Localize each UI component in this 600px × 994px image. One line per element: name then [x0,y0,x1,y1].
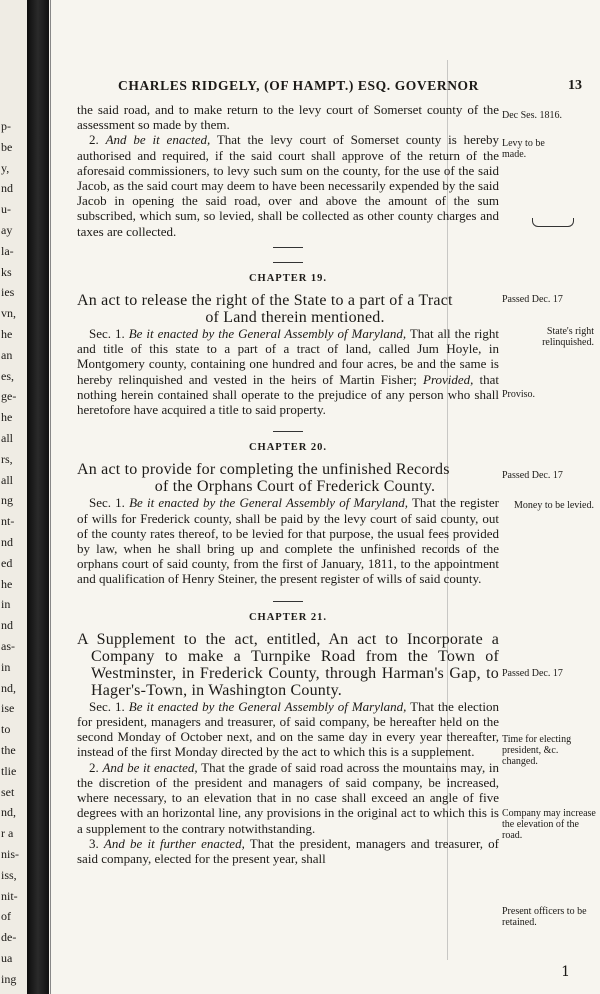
facing-page-fragment: nit- [1,888,18,903]
margin-note-passed: Passed Dec. 17 [502,668,563,679]
facing-page-fragment: the [1,743,16,757]
facing-page-fragment: nt- [1,514,15,529]
facing-page-fragment: nd, [1,805,16,820]
facing-page-fragment: an [1,347,13,362]
chapter-heading: CHAPTER 20. [77,431,499,455]
facing-page-fragment: vn, [1,306,16,321]
body-text [77,102,499,866]
facing-page-fragment: ks [1,264,12,279]
intro-paragraph-2: 2. And be it enacted, That the levy court of Somerset county is hereby authorised and required, if the said court shall approve of the return of the aforesaid commissioners, to levy such sum on the county, for the use of the said Jacob, as the said court may deem to have been necessarily expended by the said Jacob in opening the said road, over and above the amount of the sum subscribed, which sum, so levied, shall be collected as other county charges and taxes are collected. [77,132,500,239]
facing-page-fragment: ua [1,951,13,965]
chapter-title: A Supplement to the act, entitled, An act to Incorporate a Company to make a Turnpike Road from the Town of Westminster, in Frederick County, through Harman's Gap, to Hager's-Town, in Washington County. [77,630,499,699]
chapter-section: 2. And be it enacted, That the grade of said road across the mountains may, in the discretion of the president and managers of said company, be increased, where necessary, to an elevation that in no case shall exceed an angle of five degrees with an horizontal line, any provisions in the original act to which this is a supplement to the contrary notwithstanding. [77,759,500,836]
chapter-title: An act to provide for completing the unfinished Records of the Orphans Court of Frederick County. [77,461,450,496]
facing-page-fragment: iss, [1,867,17,882]
facing-page-fragment: be [1,139,13,154]
chapter-heading: CHAPTER 21. [77,601,499,625]
facing-page-fragment: nd [1,535,13,549]
facing-page-fragment: ay [1,223,13,237]
page-edge-line [50,0,51,994]
facing-page-fragment: ed [1,555,13,570]
margin-note-session: Dec Ses. 1816. [502,110,562,121]
footer-mark: 1 [561,964,570,980]
facing-page-fragment: in [1,597,11,612]
margin-note: Proviso. [502,389,536,400]
facing-page-edge [0,0,28,994]
facing-page-fragment: to [1,722,11,737]
page-number: 13 [568,78,582,93]
facing-page-fragment: in [1,659,11,674]
facing-page-fragment: as- [1,639,15,653]
facing-page-fragment: nd [1,181,13,196]
facing-page-fragment: la- [1,243,14,258]
facing-page-fragment: ing [1,971,17,986]
facing-page-fragment: ge- [1,389,17,404]
facing-page-fragment: ies [1,285,15,300]
facing-page-fragment: he [1,327,13,341]
chapter-section: 3. And be it further enacted, That the president, managers and treasurer, of said company, elected for the present year, shall [77,835,500,866]
intro-paragraph-1: the said road, and to make return to the levy court of Somerset county of the assessment so made by them. [77,102,499,133]
facing-page-fragment: set [1,784,15,799]
facing-page-fragment: he [1,576,13,591]
book-page [50,0,600,994]
margin-note: State's right relinquished. [542,326,594,348]
brace-mark [532,218,574,227]
facing-page-fragment: of [1,909,11,924]
section-divider [273,247,303,248]
book-gutter [27,0,49,994]
margin-note: Company may increase the elevation of the road. [502,808,596,841]
margin-note: Levy to be made. [502,138,545,160]
facing-page-fragment: tlie [1,763,17,778]
facing-page-fragment: he [1,410,13,425]
facing-page-fragment: ise [1,701,15,716]
facing-page-fragment: de- [1,930,17,945]
margin-note-passed: Passed Dec. 17 [502,294,563,305]
facing-page-fragment: p- [1,119,11,133]
facing-page-fragment: nis- [1,847,19,861]
facing-page-fragment: u- [1,202,11,217]
facing-page-fragment: all [1,431,13,445]
chapter-section: Sec. 1. Be it enacted by the General Assembly of Maryland, That the register of wills for Frederick county, shall be paid by the levy court of said county, out of the county rates thereof, to be levied for that purpose, the usual fees provided by law, when he shall bring up and complete the unfinished records of the orphans court of said county, from the first of January, 1811, to the appointment and qualification of Henry Steiner, the present register of wills of said county. [77,495,499,587]
facing-page-fragment: y, [1,160,10,175]
facing-page-fragment: r a [1,826,14,841]
facing-page-fragment: all [1,472,13,487]
chapter-title: An act to release the right of the State to a part of a Tract of Land therein mentioned. [77,292,453,327]
chapter-section: Sec. 1. Be it enacted by the General Assembly of Maryland, That all the right and title of this state to a part of a tract of land, called Jum Hoyle, in Montgomery county, containing one hundred and four acres, be and the same is hereby relinquished and vested in the heirs of Martin Fisher; Provided, that nothing herein contained shall operate to the prejudice of any person who shall heretofore have acquired a title to said property. [77,326,499,418]
margin-note: Money to be levied. [514,500,594,511]
chapter-section: Sec. 1. Be it enacted by the General Assembly of Maryland, That the election for president, managers and treasurer, of said company, be hereafter held on the second Monday of October next, and on the same day in every year thereafter, instead of the first Monday directed by the act to which this is a supplement. [77,698,500,760]
facing-page-fragment: rs, [1,451,13,466]
margin-note: Present officers to be retained. [502,906,587,928]
running-header: CHARLES RIDGELY, (OF HAMPT.) ESQ. GOVERNOR [118,78,479,93]
margin-note: Time for electing president, &c. changed. [502,734,572,767]
chapter-heading: CHAPTER 19. [77,262,499,286]
margin-note-passed: Passed Dec. 17 [502,470,563,481]
facing-page-fragment: nd [1,618,13,633]
facing-page-fragment: ng [1,493,13,508]
facing-page-fragment: nd, [1,680,16,695]
facing-page-fragment: es, [1,368,14,383]
